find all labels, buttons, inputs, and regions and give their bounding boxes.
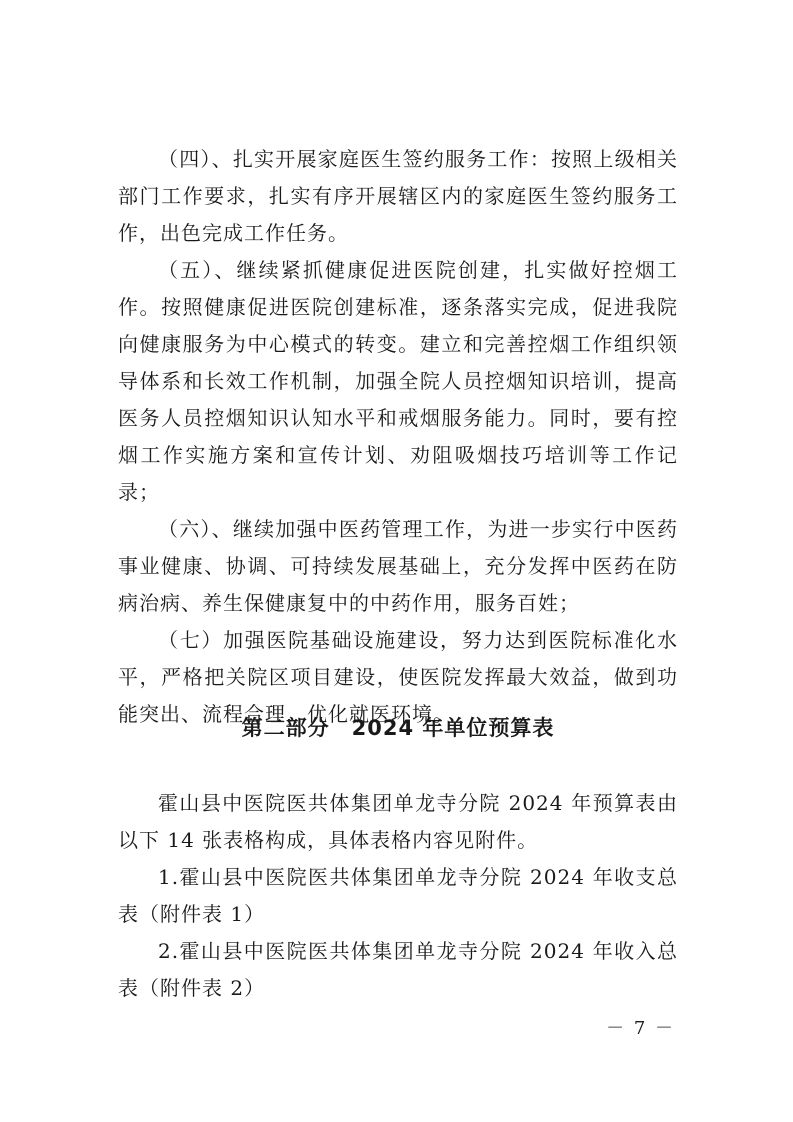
paragraph-family-doctor: （四）、扎实开展家庭医生签约服务工作：按照上级相关部门工作要求，扎实有序开展辖区内的家庭医生签约服务工作，出色完成工作任务。	[118, 147, 678, 245]
page-number: － 7 －	[606, 1018, 675, 1039]
paragraph-budget-intro: 霍山县中医院医共体集团单龙寺分院 2024 年预算表由以下 14 张表格构成，具体表格内容见附件。	[118, 791, 678, 852]
body-section-lower	[118, 785, 678, 1007]
list-item-table-2: 2.霍山县中医院医共体集团单龙寺分院 2024 年收入总表（附件表 2）	[118, 939, 678, 1000]
section-heading: 第二部分 2024 年单位预算表	[241, 716, 555, 740]
paragraph-infrastructure: （七）加强医院基础设施建设，努力达到医院标准化水平，严格把关院区项目建设，使医院发挥最大效益，做到功能突出、流程合理，优化就医环境。	[118, 628, 678, 726]
paragraph-tobacco-control: （五）、继续紧抓健康促进医院创建，扎实做好控烟工作。按照健康促进医院创建标准，逐条落实完成，促进我院向健康服务为中心模式的转变。建立和完善控烟工作组织领导体系和长效工作机制，加强全院人员控烟知识培训，提高医务人员控烟知识认知水平和戒烟服务能力。同时，要有控烟工作实施方案和宣传计划、劝阻吸烟技巧培训等工作记录；	[118, 258, 678, 504]
paragraph-tcm-management: （六）、继续加强中医药管理工作，为进一步实行中医药事业健康、协调、可持续发展基础上，充分发挥中医药在防病治病、养生保健康复中的中药作用，服务百姓；	[118, 517, 678, 615]
list-item-table-1: 1.霍山县中医院医共体集团单龙寺分院 2024 年收支总表（附件表 1）	[118, 865, 678, 926]
body-section-upper	[118, 141, 678, 733]
